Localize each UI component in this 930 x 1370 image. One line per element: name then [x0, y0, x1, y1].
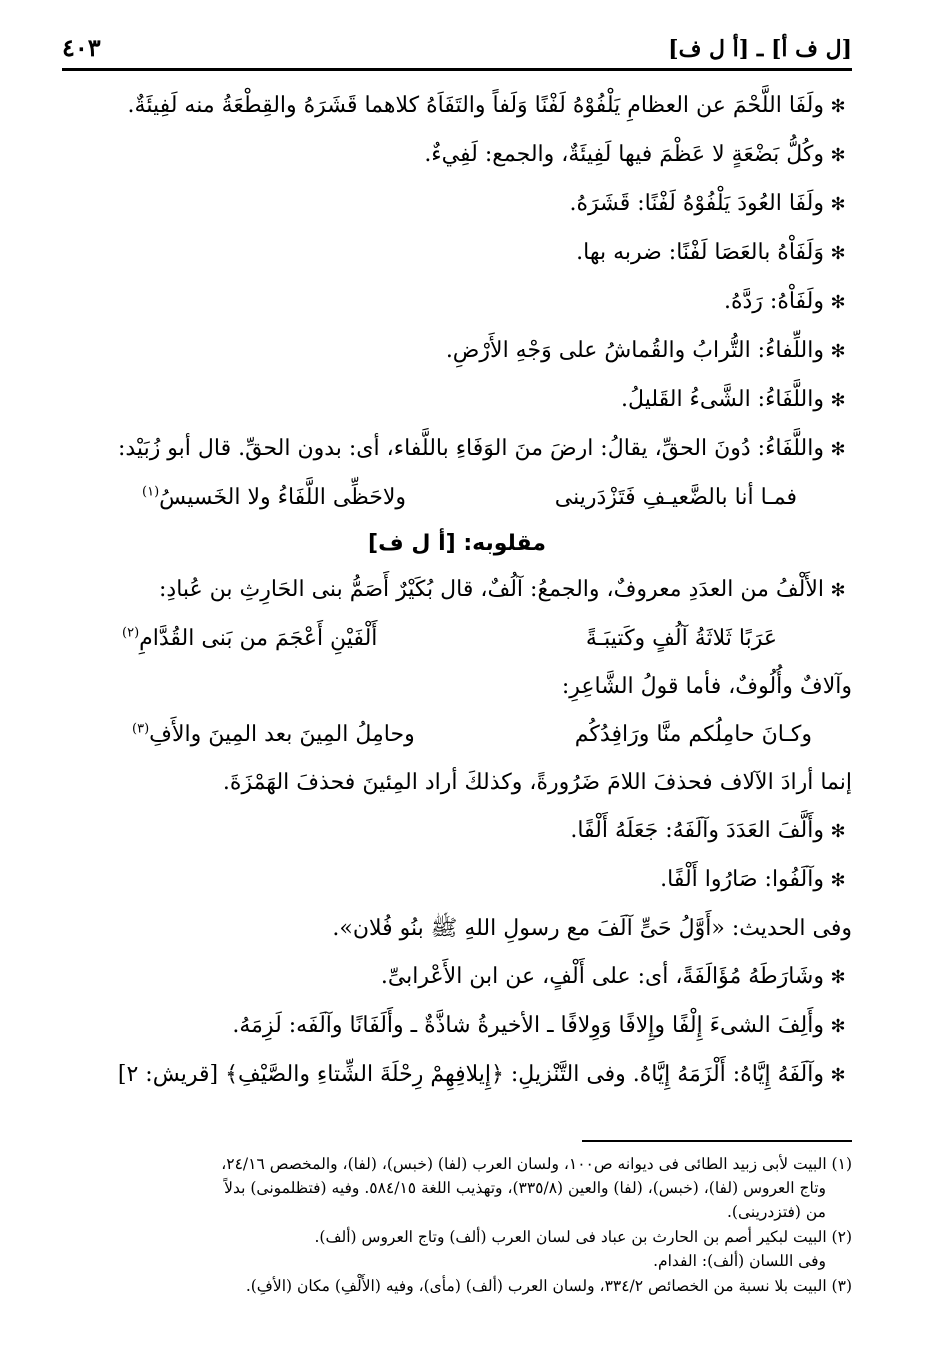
footnote-ref: (١) [142, 484, 160, 500]
entry-line: ✻ وكُلُّ بَضْعَةٍ لا عَظْمَ فيها لَفِيئَةٌ، والجمع: لَفِيءٌ. [62, 131, 852, 180]
entry-line: ✻ ولَفَاْهُ: رَدَّهُ. [62, 278, 852, 327]
entry-line: ✻ وشَارَطَهُ مُؤَالَفَةً، أى: على أَلْفٍ، عن ابن الأَعْرابىِّ. [62, 953, 852, 1002]
verse-line [62, 474, 852, 522]
entry-line: ✻ الأَلْفُ من العدَدِ معروفٌ، والجمعُ: آلُفٌ، قال بُكَيْرٌ أَصَمُّ بنى الحَارِثِ بن عُبادِ: [62, 566, 852, 615]
asterisk-icon: ✻ [830, 580, 846, 601]
verse-hemistich-second: أَلْفَيْنِ أَعْجَمَ من بَنى القُدَّامِ$^{(٢)}$ [122, 625, 378, 651]
page-header [62, 22, 852, 71]
asterisk-icon: ✻ [830, 821, 846, 842]
footnote-divider [582, 1140, 852, 1142]
asterisk-icon: ✻ [830, 243, 846, 264]
entry-line: ✻ واللَّفَاءُ: الشَّىءُ القَليلُ. [62, 376, 852, 425]
asterisk-icon: ✻ [830, 145, 846, 166]
footnote-2: (٢) البيت لبكير أصم بن الحارث بن عباد فى لسان العرب (ألف) وتاج العروس (ألف). وفى اللسان (ألف): الفدام. [314, 1228, 852, 1270]
asterisk-icon: ✻ [830, 1065, 846, 1086]
text-line: إنما أرادَ الآلاف فحذفَ اللامَ ضَرُورةً، وكذلكَ أراد المِئينَ فحذفَ الهَمْزَةَ. [222, 770, 852, 795]
footnote-ref: (٢) [122, 625, 140, 641]
asterisk-icon: ✻ [830, 194, 846, 215]
verse-hemistich-first: فمـا أنا بالضَّعيـفِ فَتَزْدَرينى [554, 485, 797, 510]
verse-hemistich-first: وكـانَ حامِلُكم منَّا ورَافِدُكُم [574, 722, 812, 747]
asterisk-icon: ✻ [830, 439, 846, 460]
section-heading: مقلوبه: [أ ل ف] [368, 531, 546, 556]
asterisk-icon: ✻ [830, 967, 846, 988]
running-head: [ل ف أ] ـ [أ ل ف] [668, 36, 852, 62]
main-text [62, 82, 852, 1100]
footnote-ref: (٣) [132, 721, 150, 737]
asterisk-icon: ✻ [830, 341, 846, 362]
asterisk-icon: ✻ [830, 870, 846, 891]
verse-hemistich-second: وحامِلُ المِينَ بعد المِينَ والأَفِ$^{(٣)}$ [132, 721, 415, 747]
verse-hemistich-first: عَرَبًا ثَلاثَةُ آلُفٍ وكَتيبَـةً [585, 626, 777, 651]
entry-line: ✻ وآلَفَهُ إِيَّاهُ: أَلْزَمَهُ إِيَّاهُ. وفى التَّنْزيلِ: ﴿إِيلافِهِمْ رِحْلَةَ الشِّتاءِ والصَّيْفِ﴾ [قريش: ٢] [62, 1051, 852, 1100]
verse-line [62, 615, 852, 663]
entry-line: ✻ ولَفَا العُودَ يَلْفُوْهُ لَفْنًا: قَشَرَهُ. [62, 180, 852, 229]
footnote-1: (١) البيت لأبى زبيد الطائى فى ديوانه ص١٠٠، ولسان العرب (لفا) (خبس)، (لفا)، والمخصص ٢٤/١٦، وتاج العروس (لفا)، (خبس)، (لفا) والعين (٣٣٥/٨)، وتهذيب اللغة ٥٨٤/١٥. وفيه (فتظلمونى) بدلاً من (فتزدرينى). [221, 1155, 852, 1221]
page-number: ٤٠٣ [62, 33, 101, 62]
verse-line [62, 711, 852, 759]
footnote-3: (٣) البيت بلا نسبة من الخصائص ٣٣٤/٢، ولسان العرب (ألف) (مأى)، وفيه (الأَلْفِ) مكان (الأفِ). [245, 1277, 852, 1295]
entry-line: ✻ وأَلَّفَ العَدَدَ وآلَفَهُ: جَعَلَهُ أَلْفًا. [62, 807, 852, 856]
asterisk-icon: ✻ [830, 292, 846, 313]
asterisk-icon: ✻ [830, 96, 846, 117]
verse-hemistich-second: ولاحَظِّى اللَّفَاءُ ولا الخَسيسُ$^{(١)}$ [142, 484, 407, 510]
entry-line: ✻ واللَّفَاءُ: دُونَ الحقِّ، يقالُ: ارضَ منَ الوَفَاءِ باللَّفاء، أى: بدون الحقِّ. قال أبو زُبَيْد: [62, 425, 852, 474]
entry-line: ✻ وأَلِفَ الشىءَ إِلْفًا وإِلافًا وَوِلافًا ـ الأخيرةُ شاذَّةٌ ـ وأَلَفَانًا وآلَفَه: لَزِمَهُ. [62, 1002, 852, 1051]
entry-line: ✻ وآلَفُوا: صَارُوا أَلْفًا. [62, 856, 852, 905]
asterisk-icon: ✻ [830, 1016, 846, 1037]
asterisk-icon: ✻ [830, 390, 846, 411]
footnotes [70, 1152, 852, 1299]
text-line: وآلافٌ وأُلُوفٌ، فأما قولُ الشَّاعِرِ: [561, 674, 852, 699]
text-line: وفى الحديث: «أَوَّلُ حَىٍّ آلَفَ مع رسولِ اللهِ ﷺ بنُو فُلان». [332, 916, 852, 941]
entry-line: ✻ وَلَفَاْهُ بالعَصَا لَفْنًا: ضربه بها. [62, 229, 852, 278]
entry-line: ✻ ولَفَا اللَّحْمَ عن العظامِ يَلْفُوْهُ لَفْنًا وَلَفاً والتَفَاَهُ كلاهما قَشَرَهُ والقِطْعَةُ منه لَفِيئَةٌ. [62, 82, 852, 131]
entry-line: ✻ واللِّفاءُ: التُّرابُ والقُماشُ على وَجْهِ الأَرْضِ. [62, 327, 852, 376]
